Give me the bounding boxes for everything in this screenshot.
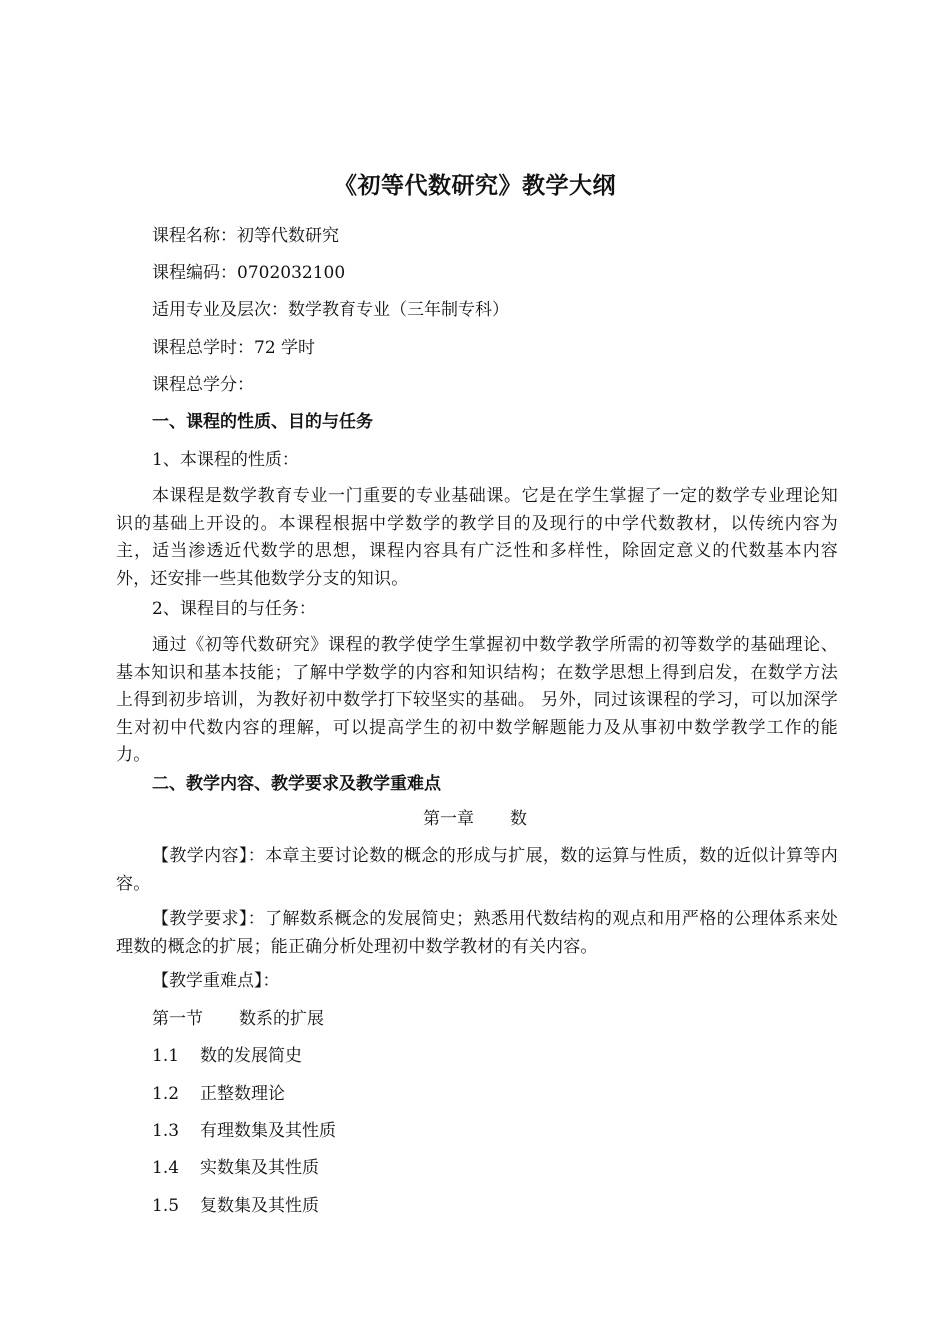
item-number: 1.1: [152, 1046, 180, 1066]
goal-paragraph: 通过《初等代数研究》课程的教学使学生掌握初中数学教学所需的初等数学的基础理论、基本知识和基本技能；了解中学数学的内容和知识结构；在数学思想上得到启发，在数学方法上得到初步培训，为教好初中数学打下较坚实的基础。 另外，同过该课程的学习，可以加深学生对初中代数内容的理解，可以提高学生的初中数学解题能力及从事初中数学教学工作的能力。: [116, 635, 838, 765]
list-item: [152, 1119, 336, 1143]
item-number: 1.3: [152, 1121, 180, 1141]
keypoints-label: 【教学重难点】：: [152, 971, 280, 991]
item-text: 有理数集及其性质: [200, 1121, 336, 1141]
document-title: 《初等代数研究》教学大纲: [334, 173, 616, 199]
section1-heading: 一、课程的性质、目的与任务: [152, 412, 373, 432]
total-credits: 课程总学分：: [152, 375, 254, 395]
item-number: 1.2: [152, 1084, 180, 1104]
section-title: 数系的扩展: [239, 1009, 324, 1029]
chapter-number: 第一章: [423, 809, 474, 829]
teaching-content: 【教学内容】：本章主要讨论数的概念的形成与扩展，数的运算与性质，数的近似计算等内容。: [116, 846, 838, 894]
total-hours: 课程总学时：72 学时: [152, 338, 316, 358]
list-item: [152, 1156, 319, 1180]
item-number: 1.5: [152, 1196, 180, 1216]
major-level: 适用专业及层次：数学教育专业（三年制专科）: [152, 300, 509, 320]
item-text: 正整数理论: [200, 1084, 285, 1104]
course-name: 课程名称：初等代数研究: [152, 226, 339, 246]
list-item: [152, 1082, 285, 1106]
item-text: 实数集及其性质: [200, 1158, 319, 1178]
item-text: 复数集及其性质: [200, 1196, 319, 1216]
chapter-heading: [0, 807, 950, 831]
list-item: [152, 1044, 302, 1068]
goal-label: 2、课程目的与任务：: [152, 599, 316, 619]
section-heading: [152, 1007, 324, 1031]
nature-paragraph: 本课程是数学教育专业一门重要的专业基础课。它是在学生掌握了一定的数学专业理论知识的基础上开设的。本课程根据中学数学的教学目的及现行的中学代数教材，以传统内容为主，适当渗透近代数学的思想，课程内容具有广泛性和多样性，除固定意义的代数基本内容外，还安排一些其他数学分支的知识。: [116, 486, 838, 589]
chapter-title: 数: [510, 809, 527, 829]
section2-heading: 二、教学内容、教学要求及教学重难点: [152, 774, 441, 794]
item-number: 1.4: [152, 1158, 180, 1178]
section-number: 第一节: [152, 1009, 203, 1029]
list-item: [152, 1194, 319, 1218]
item-text: 数的发展简史: [200, 1046, 302, 1066]
nature-label: 1、本课程的性质：: [152, 450, 299, 470]
course-code: 课程编码：0702032100: [152, 263, 346, 283]
teaching-requirement: 【教学要求】：了解数系概念的发展简史；熟悉用代数结构的观点和用严格的公理体系来处理数的概念的扩展；能正确分析处理初中数学教材的有关内容。: [116, 909, 838, 957]
